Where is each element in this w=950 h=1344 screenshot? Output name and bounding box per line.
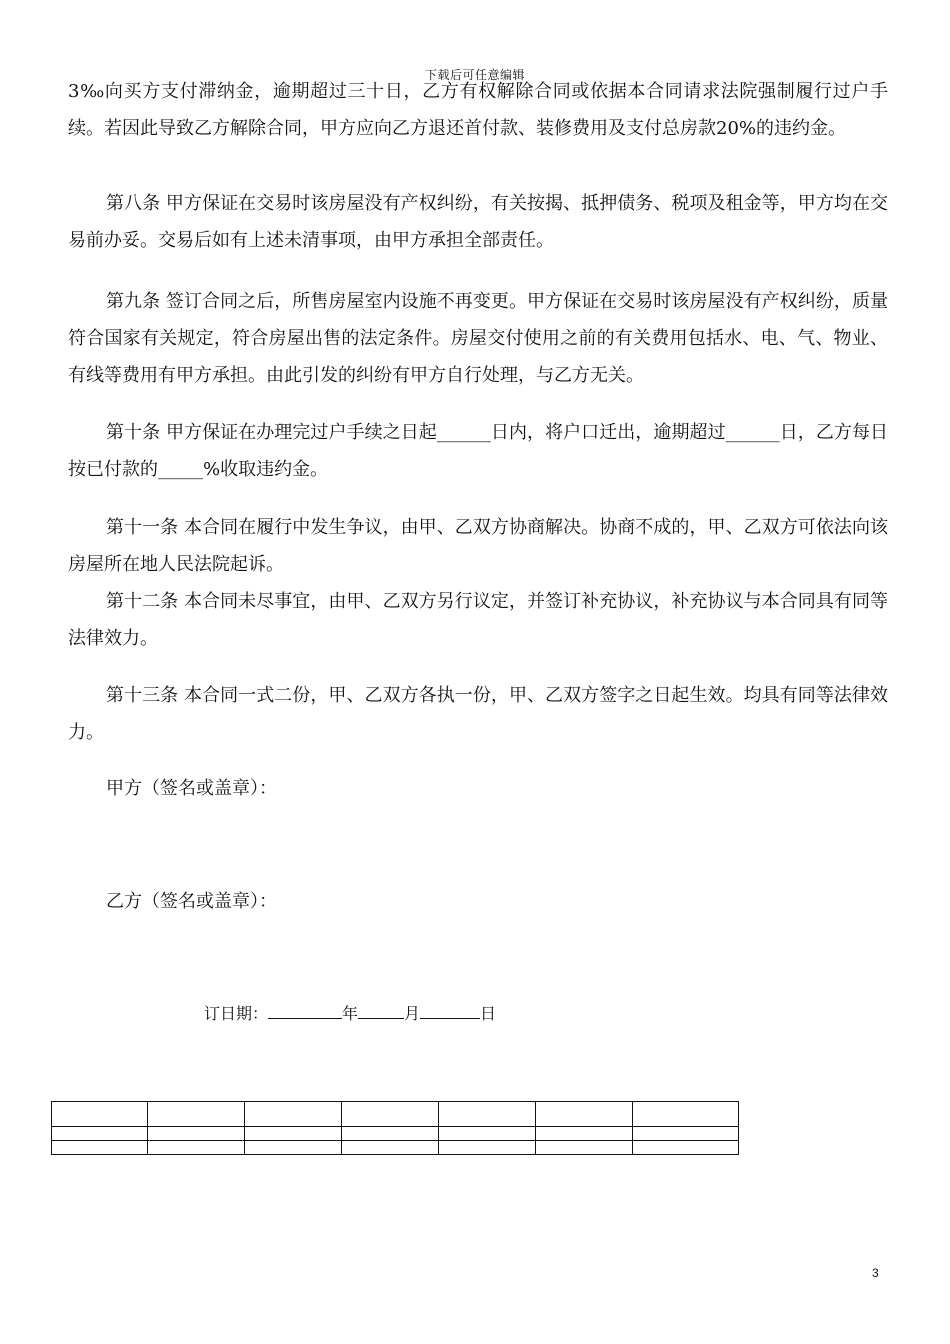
table-cell bbox=[439, 1127, 536, 1141]
day-label: 日 bbox=[480, 1004, 497, 1023]
table-cell bbox=[245, 1102, 342, 1127]
empty-grid-table bbox=[51, 1101, 739, 1155]
table-cell bbox=[245, 1127, 342, 1141]
year-label: 年 bbox=[342, 1004, 359, 1023]
table-cell bbox=[148, 1102, 245, 1127]
party-a-signature-label: 甲方（签名或盖章）： bbox=[106, 778, 277, 799]
table-cell bbox=[342, 1102, 439, 1127]
party-b-signature-label: 乙方（签名或盖章）： bbox=[106, 891, 277, 912]
table-cell bbox=[52, 1141, 148, 1155]
paragraph-clause-13: 第十三条 本合同一式二份，甲、乙双方各执一份，甲、乙双方签字之日起生效。均具有同等法律效力。 bbox=[68, 685, 888, 743]
month-label: 月 bbox=[404, 1004, 421, 1023]
table-cell bbox=[633, 1141, 739, 1155]
page-number: 3 bbox=[872, 1266, 879, 1280]
table-cell bbox=[148, 1141, 245, 1155]
table-cell bbox=[342, 1141, 439, 1155]
paragraph-clause-10: 第十条 甲方保证在办理完过户手续之日起______日内，将户口迁出，逾期超过______日，乙方每日按已付款的_____%收取违约金。 bbox=[68, 422, 888, 480]
table-row bbox=[52, 1102, 739, 1127]
table-cell bbox=[52, 1102, 148, 1127]
signing-date-line bbox=[204, 1000, 496, 1026]
paragraph-clause-7-continued: 3‰向买方支付滞纳金，逾期超过三十日，乙方有权解除合同或依据本合同请求法院强制履行过户手续。若因此导致乙方解除合同，甲方应向乙方退还首付款、装修费用及支付总房款20%的违约金。 bbox=[68, 81, 888, 139]
date-label: 订日期： bbox=[204, 1004, 269, 1023]
table-cell bbox=[633, 1127, 739, 1141]
paragraph-clause-8: 第八条 甲方保证在交易时该房屋没有产权纠纷，有关按揭、抵押债务、税项及租金等，甲方均在交易前办妥。交易后如有上述未清事项，由甲方承担全部责任。 bbox=[68, 193, 888, 251]
month-blank bbox=[358, 1000, 404, 1019]
table-row bbox=[52, 1127, 739, 1141]
table-cell bbox=[633, 1102, 739, 1127]
table-cell bbox=[439, 1141, 536, 1155]
table-cell bbox=[245, 1141, 342, 1155]
table-cell bbox=[536, 1127, 633, 1141]
table-cell bbox=[52, 1127, 148, 1141]
day-blank bbox=[420, 1000, 480, 1019]
year-blank bbox=[268, 1000, 342, 1019]
paragraph-clause-9: 第九条 签订合同之后，所售房屋室内设施不再变更。甲方保证在交易时该房屋没有产权纠纷，质量符合国家有关规定，符合房屋出售的法定条件。房屋交付使用之前的有关费用包括水、电、气、物业、有线等费用有甲方承担。由此引发的纠纷有甲方自行处理，与乙方无关。 bbox=[68, 291, 888, 386]
table-cell bbox=[439, 1102, 536, 1127]
table-cell bbox=[148, 1127, 245, 1141]
table-row bbox=[52, 1141, 739, 1155]
table-cell bbox=[536, 1102, 633, 1127]
page-header: 下载后可任意编辑 bbox=[424, 68, 525, 82]
paragraph-clause-12: 第十二条 本合同未尽事宜，由甲、乙双方另行议定，并签订补充协议，补充协议与本合同具有同等法律效力。 bbox=[68, 591, 888, 649]
table-cell bbox=[342, 1127, 439, 1141]
paragraph-clause-11: 第十一条 本合同在履行中发生争议，由甲、乙双方协商解决。协商不成的，甲、乙双方可依法向该房屋所在地人民法院起诉。 bbox=[68, 517, 888, 575]
table-cell bbox=[536, 1141, 633, 1155]
